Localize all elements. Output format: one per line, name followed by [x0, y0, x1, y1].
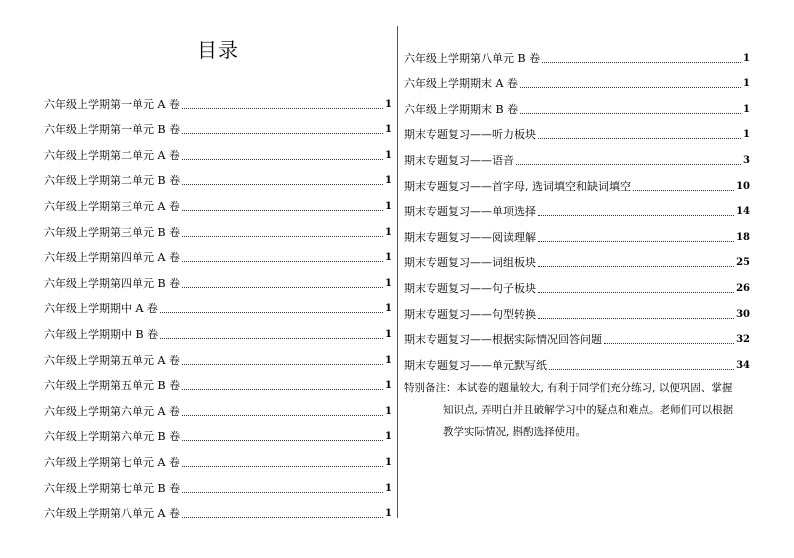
toc-entry[interactable] [44, 112, 392, 138]
toc-entry[interactable] [404, 245, 750, 271]
dot-leader [182, 364, 383, 365]
toc-entry-label: 六年级上学期期中 A 卷 [44, 302, 158, 316]
toc-entry-label: 六年级上学期第三单元 B 卷 [44, 225, 181, 239]
toc-entry[interactable] [44, 163, 392, 189]
dot-leader [182, 287, 383, 288]
toc-entry-label: 六年级上学期第六单元 B 卷 [44, 430, 181, 444]
dot-leader [182, 440, 383, 441]
toc-entry-label: 期末专题复习——首字母, 选词填空和缺词填空 [404, 179, 631, 193]
dot-leader [182, 210, 383, 211]
toc-entry-page: 30 [736, 308, 750, 320]
toc-entry[interactable] [404, 168, 750, 194]
toc-entry-label: 期末专题复习——听力板块 [404, 128, 536, 142]
toc-entry-label: 六年级上学期第一单元 A 卷 [44, 97, 180, 111]
toc-entry[interactable] [404, 270, 750, 296]
toc-entry-page: 1 [385, 200, 392, 212]
toc-left-column [44, 86, 392, 521]
toc-entry[interactable] [44, 496, 392, 522]
dot-leader [182, 466, 383, 467]
toc-entry-label: 六年级上学期期末 B 卷 [404, 102, 519, 116]
toc-entry[interactable] [404, 296, 750, 322]
toc-entry-page: 1 [385, 124, 392, 136]
toc-entry-page: 1 [385, 303, 392, 315]
toc-entry-label: 六年级上学期第七单元 B 卷 [44, 481, 181, 495]
toc-entry-label: 六年级上学期第一单元 B 卷 [44, 123, 181, 137]
toc-entry-page: 1 [743, 103, 750, 115]
dot-leader [182, 236, 383, 237]
toc-entry-label: 期末专题复习——词组板块 [404, 256, 536, 270]
toc-entry[interactable] [404, 347, 750, 373]
toc-entry-label: 期末专题复习——单元默写纸 [404, 358, 547, 372]
column-divider [397, 26, 398, 518]
dot-leader [633, 190, 734, 191]
toc-entry-page: 1 [385, 508, 392, 520]
dot-leader [538, 292, 734, 293]
dot-leader [520, 87, 741, 88]
toc-entry-page: 32 [736, 334, 750, 346]
toc-entry[interactable] [44, 291, 392, 317]
dot-leader [182, 517, 383, 518]
toc-entry-label: 六年级上学期第三单元 A 卷 [44, 199, 180, 213]
toc-entry[interactable] [44, 137, 392, 163]
toc-entry-page: 1 [743, 129, 750, 141]
dot-leader [182, 108, 383, 109]
toc-entry-label: 六年级上学期第五单元 A 卷 [44, 353, 180, 367]
toc-entry[interactable] [404, 194, 750, 220]
dot-leader [538, 241, 734, 242]
toc-entry[interactable] [44, 368, 392, 394]
toc-entry-label: 六年级上学期第二单元 A 卷 [44, 148, 180, 162]
toc-entry-page: 25 [736, 257, 750, 269]
toc-entry-label: 期末专题复习——语音 [404, 153, 514, 167]
toc-entry-page: 1 [385, 431, 392, 443]
toc-entry-page: 1 [743, 52, 750, 64]
toc-entry[interactable] [44, 214, 392, 240]
toc-entry[interactable] [44, 419, 392, 445]
special-note [404, 377, 750, 443]
toc-entry-label: 六年级上学期期中 B 卷 [44, 327, 159, 341]
note-line-3: 教学实际情况, 斟酌选择使用。 [443, 425, 587, 438]
toc-entry-label: 期末专题复习——阅读理解 [404, 230, 536, 244]
toc-entry-page: 1 [385, 226, 392, 238]
toc-entry[interactable] [404, 40, 750, 66]
toc-entry-page: 26 [736, 282, 750, 294]
toc-entry[interactable] [44, 470, 392, 496]
dot-leader [604, 343, 734, 344]
toc-entry[interactable] [404, 91, 750, 117]
toc-entry[interactable] [404, 66, 750, 92]
dot-leader [538, 138, 741, 139]
dot-leader [182, 159, 383, 160]
toc-entry-page: 1 [385, 252, 392, 264]
dot-leader [182, 415, 383, 416]
toc-entry-label: 期末专题复习——句子板块 [404, 281, 536, 295]
toc-entry-label: 六年级上学期第八单元 B 卷 [404, 51, 541, 65]
toc-entry[interactable] [404, 322, 750, 348]
dot-leader [160, 312, 383, 313]
note-line-2: 知识点, 弄明白并且破解学习中的疑点和难点。老师们可以根据 [443, 403, 734, 416]
toc-entry-label: 六年级上学期第五单元 B 卷 [44, 379, 181, 393]
dot-leader [549, 369, 734, 370]
toc-entry-page: 1 [385, 482, 392, 494]
dot-leader [182, 261, 383, 262]
toc-entry[interactable] [44, 86, 392, 112]
toc-entry[interactable] [44, 444, 392, 470]
dot-leader [520, 113, 741, 114]
toc-entry[interactable] [404, 117, 750, 143]
toc-entry-label: 六年级上学期期末 A 卷 [404, 77, 518, 91]
toc-entry-page: 1 [385, 277, 392, 289]
toc-entry[interactable] [44, 240, 392, 266]
dot-leader [542, 62, 741, 63]
toc-right-column [404, 40, 750, 443]
toc-entry-label: 六年级上学期第四单元 B 卷 [44, 276, 181, 290]
toc-entry-page: 1 [385, 405, 392, 417]
page-title: 目录 [197, 38, 239, 62]
toc-entry-page: 18 [736, 231, 750, 243]
toc-entry-page: 1 [385, 175, 392, 187]
toc-entry-label: 期末专题复习——单项选择 [404, 205, 536, 219]
dot-leader [538, 266, 734, 267]
dot-leader [182, 389, 383, 390]
dot-leader [182, 492, 383, 493]
toc-entry-label: 六年级上学期第八单元 A 卷 [44, 507, 180, 521]
toc-entry[interactable] [44, 393, 392, 419]
toc-entry-page: 14 [736, 206, 750, 218]
toc-entry-page: 1 [385, 354, 392, 366]
toc-entry-page: 34 [736, 359, 750, 371]
toc-entry-label: 期末专题复习——根据实际情况回答问题 [404, 333, 602, 347]
toc-entry-label: 期末专题复习——句型转换 [404, 307, 536, 321]
dot-leader [160, 338, 383, 339]
toc-entry[interactable] [404, 219, 750, 245]
toc-entry-page: 1 [385, 149, 392, 161]
dot-leader [516, 164, 741, 165]
toc-entry-page: 3 [743, 154, 750, 166]
toc-entry[interactable] [44, 188, 392, 214]
dot-leader [538, 318, 734, 319]
toc-entry-page: 1 [743, 78, 750, 90]
note-line-1: 特别备注：本试卷的题量较大, 有利于同学们充分练习, 以便巩固、掌握 [404, 381, 733, 394]
toc-entry[interactable] [404, 142, 750, 168]
toc-entry-label: 六年级上学期第二单元 B 卷 [44, 174, 181, 188]
toc-entry-page: 10 [736, 180, 750, 192]
toc-entry-page: 1 [385, 380, 392, 392]
toc-entry-page: 1 [385, 456, 392, 468]
toc-entry-label: 六年级上学期第四单元 A 卷 [44, 251, 180, 265]
toc-entry-page: 1 [385, 98, 392, 110]
dot-leader [182, 184, 383, 185]
toc-entry-label: 六年级上学期第七单元 A 卷 [44, 455, 180, 469]
toc-entry-label: 六年级上学期第六单元 A 卷 [44, 404, 180, 418]
toc-entry[interactable] [44, 316, 392, 342]
toc-entry[interactable] [44, 265, 392, 291]
toc-entry[interactable] [44, 342, 392, 368]
dot-leader [538, 215, 734, 216]
dot-leader [182, 133, 383, 134]
toc-right-entries [404, 40, 750, 373]
toc-entry-page: 1 [385, 328, 392, 340]
